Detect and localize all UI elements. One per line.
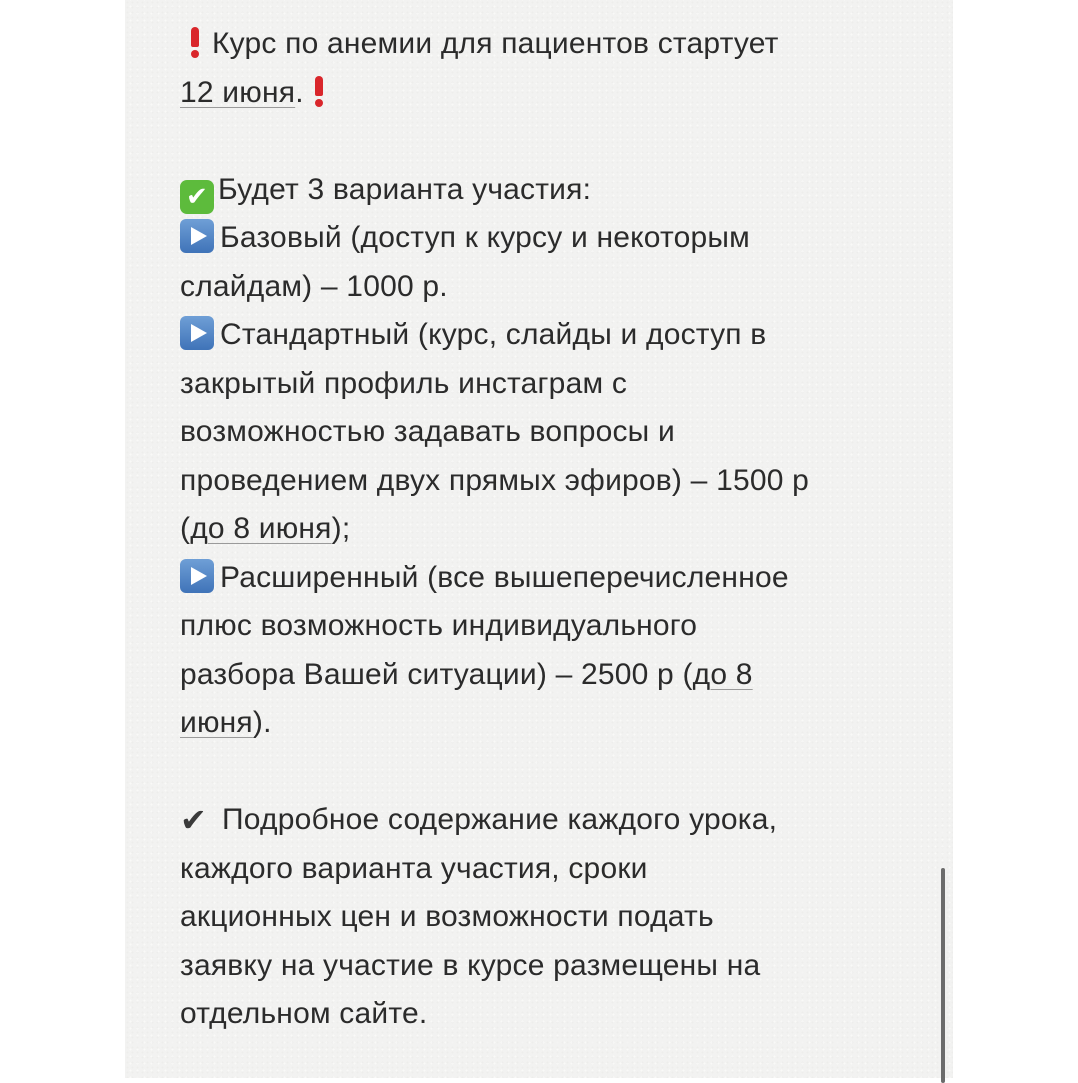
options-heading-line bbox=[180, 166, 920, 215]
scrollbar[interactable] bbox=[941, 868, 945, 1083]
option-extended-deadline-2: июня bbox=[180, 706, 253, 739]
red-exclamation-icon bbox=[314, 76, 324, 106]
option-extended-line bbox=[180, 554, 920, 603]
play-button-icon bbox=[180, 219, 214, 253]
option-extended-line-3 bbox=[180, 651, 920, 700]
option-extended-line-2: плюс возможность индивидуального bbox=[180, 609, 698, 642]
details-line-2: каждого варианта участия, сроки bbox=[180, 851, 648, 885]
play-button-icon bbox=[180, 559, 214, 593]
option-extended-deadline: до 8 bbox=[692, 657, 753, 691]
details-line-4: заявку на участие в курсе размещены на bbox=[180, 948, 761, 982]
option-basic-line bbox=[180, 214, 920, 263]
option-standard-line-2: закрытый профиль инстаграм с bbox=[180, 366, 628, 400]
start-date-line: 12 июня. bbox=[180, 69, 920, 118]
option-basic-price: слайдам) – 1000 р. bbox=[180, 269, 448, 303]
red-exclamation-icon bbox=[190, 27, 200, 57]
details-line-3: акционных цен и возможности подать bbox=[180, 900, 714, 933]
option-standard-line bbox=[180, 311, 920, 360]
option-extended-line-4: июня). bbox=[180, 706, 272, 739]
details-line bbox=[180, 796, 920, 845]
play-button-icon bbox=[180, 316, 214, 350]
option-standard-text: Стандартный (курс, слайды и доступ в bbox=[220, 318, 767, 351]
note-text bbox=[180, 20, 920, 1039]
option-standard-deadline-line: (до 8 июня); bbox=[180, 512, 351, 545]
details-line-5: отдельном сайте. bbox=[180, 997, 428, 1030]
option-extended-text: Расширенный (все вышеперечисленное bbox=[220, 560, 789, 594]
check-mark-icon: ✔ bbox=[180, 801, 208, 839]
blank-line bbox=[180, 748, 920, 797]
option-basic-text: Базовый (доступ к курсу и некоторым bbox=[220, 221, 750, 254]
option-standard-price: проведением двух прямых эфиров) – 1500 р bbox=[180, 463, 810, 497]
announcement-line bbox=[180, 20, 920, 69]
options-heading: Будет 3 варианта участия: bbox=[218, 172, 592, 206]
option-basic-price-line bbox=[180, 263, 920, 312]
option-standard-line-3: возможностью задавать вопросы и bbox=[180, 415, 675, 448]
option-standard-line-4 bbox=[180, 457, 920, 506]
start-date: 12 июня bbox=[180, 75, 296, 109]
blank-line bbox=[180, 117, 920, 166]
option-extended-price: разбора Вашей ситуации) – 2500 р ( bbox=[180, 657, 693, 691]
green-check-box-icon: ✔ bbox=[180, 180, 214, 214]
announcement-text: Курс по анемии для пациентов стартует bbox=[212, 27, 779, 60]
details-text: Подробное содержание каждого урока, bbox=[222, 803, 778, 836]
option-standard-deadline: до 8 июня bbox=[190, 512, 332, 545]
